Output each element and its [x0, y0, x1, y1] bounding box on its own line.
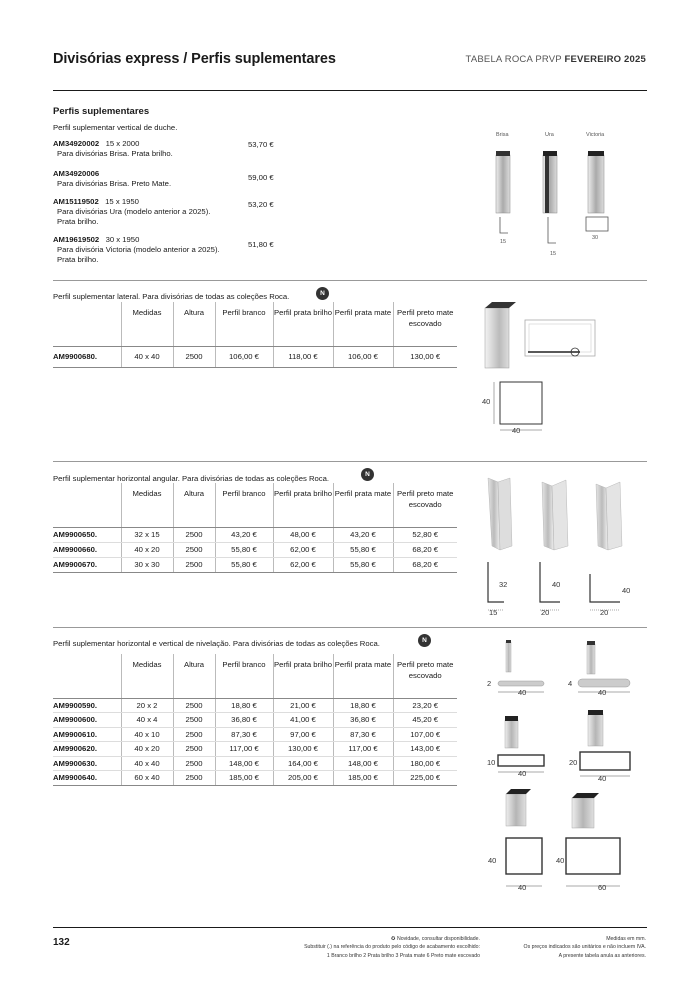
product-code: AM19619502: [53, 235, 100, 244]
cell-price: 225,00 €: [393, 771, 457, 786]
new-badge-icon: N: [418, 634, 431, 647]
dim-label: 40: [556, 856, 565, 865]
cell-price: 87,30 €: [215, 727, 273, 742]
cell-price: 185,00 €: [333, 771, 393, 786]
cell-code: AM9900640.: [53, 771, 121, 786]
dim-label: 15: [500, 239, 507, 245]
product-desc: Para divisórias Ura (modelo anterior a 2025).: [57, 207, 211, 216]
cell-code: AM9900620.: [53, 742, 121, 757]
cell-price: 148,00 €: [333, 756, 393, 771]
cell-price: 55,80 €: [215, 557, 273, 572]
dim-label: 2: [487, 679, 492, 688]
cell-price: 43,20 €: [215, 527, 273, 542]
product-dims: 15 x 2000: [105, 139, 140, 148]
dim-label: 15: [489, 608, 498, 617]
image-label-ura: Ura: [545, 132, 554, 138]
cell-height: 2500: [173, 542, 215, 557]
dim-label: 20: [569, 758, 578, 767]
footer-notes: ✪ Novidade, consultar disponibilidade. Substituir (.) na referência do produto pelo código de acabamento escolhido: 1 Branco brilho 2 Prata brilho 3 Prata mate 6 Preto mate escovado: [304, 936, 480, 959]
cell-price: 18,80 €: [333, 698, 393, 713]
cell-price: 23,20 €: [393, 698, 457, 713]
column-header: Altura: [173, 654, 215, 698]
column-header: Medidas: [121, 483, 173, 527]
cell-price: 43,20 €: [333, 527, 393, 542]
cell-code: AM9900680.: [53, 346, 121, 367]
leveling-profile-illustration: [480, 636, 650, 898]
dim-label: 40: [622, 586, 631, 595]
cell-price: 117,00 €: [215, 742, 273, 757]
image-label-brisa: Brisa: [496, 132, 509, 138]
section-divider: [53, 627, 647, 628]
product-dims: 15 x 1950: [105, 197, 139, 206]
dim-label: 40: [512, 426, 521, 435]
dim-label: 40: [482, 397, 491, 406]
column-header: Perfil preto mate escovado: [393, 654, 457, 698]
cell-dims: 40 x 10: [121, 727, 173, 742]
table-row: [53, 698, 457, 713]
dim-label: 60: [598, 883, 607, 892]
column-header: Perfil branco: [215, 302, 273, 346]
cell-dims: 40 x 4: [121, 713, 173, 728]
cell-price: 55,80 €: [333, 542, 393, 557]
image-label-victoria: Victoria: [586, 132, 605, 138]
table-row: [53, 756, 457, 771]
cell-price: 107,00 €: [393, 727, 457, 742]
cell-dims: 20 x 2: [121, 698, 173, 713]
cell-price: 87,30 €: [333, 727, 393, 742]
cell-price: 55,80 €: [333, 557, 393, 572]
page-title: Divisórias express / Perfis suplementares: [53, 51, 336, 67]
list-item: [53, 235, 283, 269]
price-table: [53, 483, 457, 573]
table-header: [53, 302, 457, 346]
cell-price: 45,20 €: [393, 713, 457, 728]
cell-code: AM9900630.: [53, 756, 121, 771]
column-header: Perfil prata brilho: [273, 654, 333, 698]
cell-code: AM9900610.: [53, 727, 121, 742]
table-header: [53, 654, 457, 698]
cell-price: 36,80 €: [215, 713, 273, 728]
column-header: Perfil preto mate escovado: [393, 483, 457, 527]
table-header: [53, 483, 457, 527]
table-row: [53, 727, 457, 742]
cell-dims: 40 x 20: [121, 742, 173, 757]
table-row: [53, 742, 457, 757]
dim-label: 32: [499, 580, 508, 589]
list-item: [53, 197, 283, 235]
cell-price: 148,00 €: [215, 756, 273, 771]
cell-code: AM9900660.: [53, 542, 121, 557]
section-title: Perfil suplementar horizontal angular. Para divisórias de todas as coleções Roca.: [53, 474, 330, 483]
table-row: [53, 771, 457, 786]
cell-dims: 40 x 40: [121, 756, 173, 771]
header-divider: [53, 90, 647, 91]
dim-label: 15: [550, 251, 557, 257]
cell-height: 2500: [173, 346, 215, 367]
price-table: [53, 654, 457, 786]
cell-code: AM9900590.: [53, 698, 121, 713]
lateral-profile-illustration: [480, 298, 610, 438]
cell-height: 2500: [173, 713, 215, 728]
cell-price: 36,80 €: [333, 713, 393, 728]
column-header: Perfil prata mate: [333, 483, 393, 527]
cell-price: 97,00 €: [273, 727, 333, 742]
cell-price: 164,00 €: [273, 756, 333, 771]
table-row: [53, 557, 457, 572]
column-header: Perfil branco: [215, 483, 273, 527]
cell-code: AM9900670.: [53, 557, 121, 572]
angular-profile-illustration: [478, 474, 643, 619]
dim-label: 4: [568, 679, 573, 688]
cell-height: 2500: [173, 527, 215, 542]
new-badge-icon: N: [316, 287, 329, 300]
column-header: [53, 654, 121, 698]
column-header: Medidas: [121, 654, 173, 698]
table-row: [53, 346, 457, 367]
list-item: [53, 169, 283, 197]
cell-price: 52,80 €: [393, 527, 457, 542]
section-title: Perfil suplementar lateral. Para divisórias de todas as coleções Roca.: [53, 292, 290, 301]
product-desc: Prata brilho.: [57, 217, 99, 226]
column-header: [53, 302, 121, 346]
product-price: 51,80 €: [248, 240, 274, 249]
dim-label: 40: [518, 688, 527, 697]
dim-label: 40: [518, 883, 527, 892]
cell-price: 143,00 €: [393, 742, 457, 757]
product-dims: 30 x 1950: [105, 235, 140, 244]
product-desc: Para divisórias Brisa. Preto Mate.: [57, 179, 172, 188]
section-divider: [53, 461, 647, 462]
new-badge-icon: N: [361, 468, 374, 481]
column-header: Medidas: [121, 302, 173, 346]
cell-price: 41,00 €: [273, 713, 333, 728]
cell-height: 2500: [173, 557, 215, 572]
cell-price: 130,00 €: [393, 346, 457, 367]
product-desc: Prata brilho.: [57, 255, 99, 264]
cell-dims: 32 x 15: [121, 527, 173, 542]
product-code: AM15119502: [53, 197, 99, 206]
table-row: [53, 527, 457, 542]
cell-price: 18,80 €: [215, 698, 273, 713]
cell-price: 68,20 €: [393, 557, 457, 572]
cell-height: 2500: [173, 698, 215, 713]
section-title: Perfil suplementar horizontal e vertical de nivelação. Para divisórias de todas as coleções Roca.: [53, 639, 380, 648]
dim-label: 10: [487, 758, 496, 767]
header-catalog-label: TABELA ROCA PRVP FEVEREIRO 2025: [465, 54, 646, 65]
cell-price: 55,80 €: [215, 542, 273, 557]
dim-label: 40: [488, 856, 497, 865]
dim-label: 40: [552, 580, 561, 589]
cell-dims: 40 x 40: [121, 346, 173, 367]
cell-price: 106,00 €: [215, 346, 273, 367]
cell-dims: 60 x 40: [121, 771, 173, 786]
cell-price: 118,00 €: [273, 346, 333, 367]
product-code: AM34920006: [53, 169, 100, 178]
cell-price: 21,00 €: [273, 698, 333, 713]
cell-price: 205,00 €: [273, 771, 333, 786]
cell-price: 48,00 €: [273, 527, 333, 542]
section-subtitle: Perfil suplementar vertical de duche.: [53, 123, 178, 132]
dim-label: 40: [598, 688, 607, 697]
dim-label: 40: [598, 774, 607, 783]
column-header: Perfil prata brilho: [273, 302, 333, 346]
product-price: 53,20 €: [248, 200, 274, 209]
cell-price: 117,00 €: [333, 742, 393, 757]
list-item: [53, 139, 283, 169]
cell-price: 185,00 €: [215, 771, 273, 786]
vertical-profile-list: [53, 139, 283, 269]
cell-price: 68,20 €: [393, 542, 457, 557]
column-header: Perfil prata mate: [333, 654, 393, 698]
column-header: Altura: [173, 302, 215, 346]
column-header: Perfil prata mate: [333, 302, 393, 346]
dim-label: 20: [541, 608, 550, 617]
section-title: Perfis suplementares: [53, 106, 150, 117]
column-header: Perfil branco: [215, 654, 273, 698]
product-desc: Para divisória Victoria (modelo anterior a 2025).: [57, 245, 220, 254]
cell-height: 2500: [173, 771, 215, 786]
dim-label: 20: [600, 608, 609, 617]
cell-code: AM9900600.: [53, 713, 121, 728]
column-header: Perfil prata brilho: [273, 483, 333, 527]
cell-price: 62,00 €: [273, 542, 333, 557]
cell-code: AM9900650.: [53, 527, 121, 542]
column-header: Perfil preto mate escovado: [393, 302, 457, 346]
table-row: [53, 542, 457, 557]
price-table: [53, 302, 457, 368]
section-divider: [53, 280, 647, 281]
cell-dims: 40 x 20: [121, 542, 173, 557]
column-header: Altura: [173, 483, 215, 527]
product-price: 53,70 €: [248, 140, 274, 149]
cell-height: 2500: [173, 756, 215, 771]
page-number: 132: [53, 937, 70, 948]
dim-label: 40: [518, 769, 527, 778]
product-price: 59,00 €: [248, 173, 274, 182]
product-desc: Para divisórias Brisa. Prata brilho.: [57, 149, 173, 158]
cell-price: 130,00 €: [273, 742, 333, 757]
cell-price: 62,00 €: [273, 557, 333, 572]
cell-height: 2500: [173, 742, 215, 757]
dim-label: 30: [592, 235, 599, 241]
product-code: AM34920002: [53, 139, 100, 148]
cell-dims: 30 x 30: [121, 557, 173, 572]
cell-price: 180,00 €: [393, 756, 457, 771]
cell-price: 106,00 €: [333, 346, 393, 367]
table-row: [53, 713, 457, 728]
footer-divider: [53, 927, 647, 928]
footer-disclaimer: Medidas em mm. Os preços indicados são unitários e não incluem IVA. A presente tabela anula as anteriores.: [523, 936, 646, 959]
column-header: [53, 483, 121, 527]
cell-height: 2500: [173, 727, 215, 742]
